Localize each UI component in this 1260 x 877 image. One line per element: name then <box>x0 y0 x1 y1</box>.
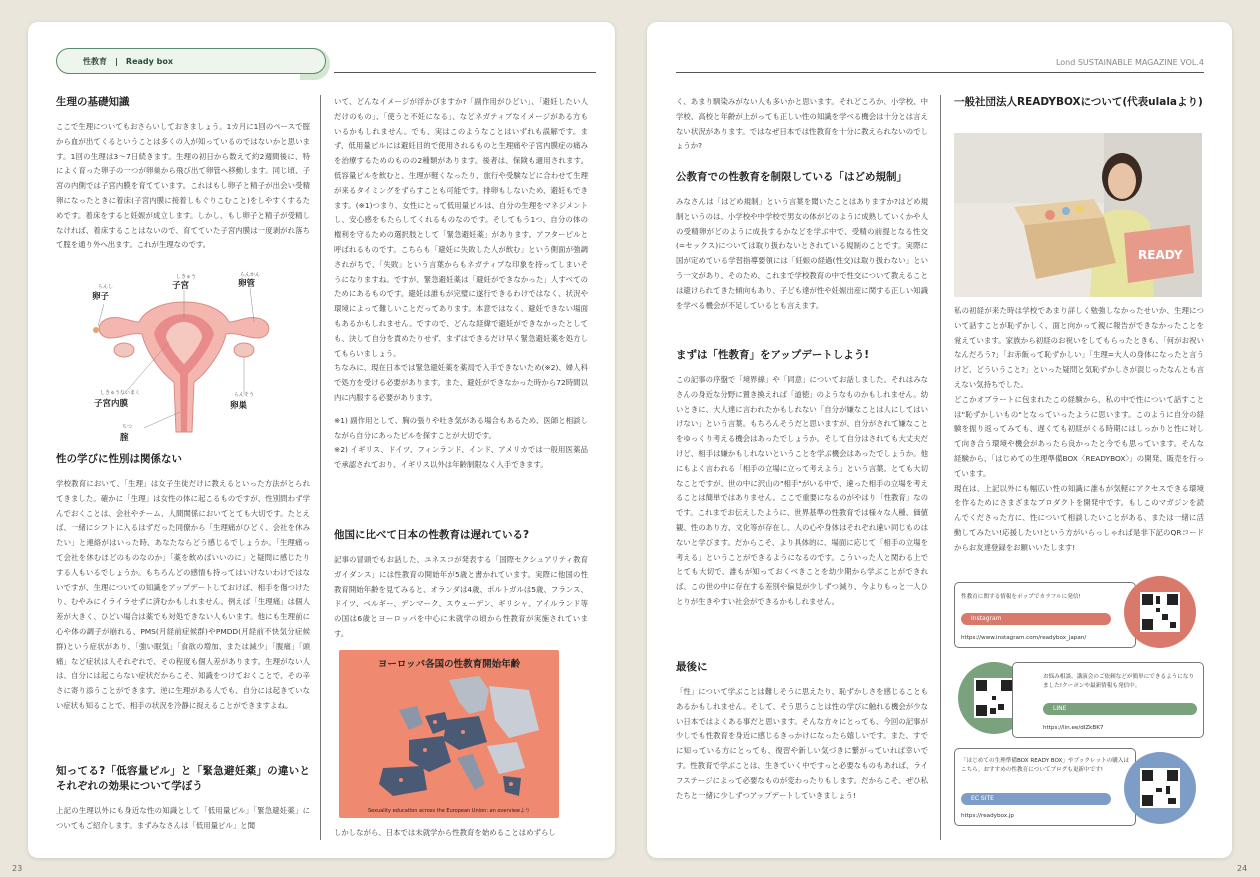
card-line[interactable] <box>1012 662 1204 738</box>
right-column-divider <box>940 95 941 840</box>
ovary-left <box>114 343 134 357</box>
label-naimaku-ruby: しきゅうないまく <box>100 390 141 396</box>
left-col1-bottom <box>56 764 310 840</box>
label-chitsu: 腟 <box>120 433 129 443</box>
right-col2-heading <box>954 95 1204 129</box>
label-naimaku: 子宮内膜 <box>94 399 129 409</box>
label-ransou: 卵巣 <box>230 401 248 411</box>
para-saigo: 「性」について学ぶことは難しそうに思えたり、恥ずかしさを感じることもあるかもしれません。そして、そう思うことは性の学びに触れる機会が少ない日本ではよくある事だと思います。そんな方々にとっても、今回の記事が少しでも性教育を身近に感じるきっかけになったら嬉しいです。また、すでに知っている方にとっても、復習や新しい気づきに繋がっていれば幸いです。性教育で学ぶことは、生きていく中ですっと必要なものもあれば、ライフステージによって必要なものが変わったりもします。だからこそ、ぜひ私たちと一緒に少しずつアップデートしていきましょう! <box>676 687 928 800</box>
left-col2-bottom <box>334 826 588 842</box>
para-pill-cont: いて、どんなイメージが浮かびますか?「副作用がひどい」、「避妊したい人だけのもの」、「使うと不妊になる」、などネガティブなイメージがある方もいるかもしれません。でも、実はこのようなことはいずれも誤解です。まず、低用量ピルには避妊目的で使用されるものと生理痛や子宮内膜症の痛みを治療するためのものの2種類があります。後者は、保険も適用されます。低容量ピルを飲むと、生理が軽くなったり、旅行や受験などに合わせて生理が来るタイミングをずらすことも可能です。排卵もしないため、避妊もできます。(※1)つまり、女性にとって低用量ピルは、自分の生理をマネジメントし、安心感をもたらしてくれるものなのです。そしてもう1つ、自分の体の権利を守るための選択肢として「緊急避妊薬」があります。アフターピルと呼ばれるものです。こちらも「避妊に失敗した人が飲む」という側面が強調されがちで、「失敗」という言葉からもネガティブな印象を持ってしまいそうになりますね。ですが、緊急避妊薬は「避妊ができなかった」人すべてのためにあるものです。避妊は誰もが完璧に遂行できるわけではなく、状況や環境によって難しいことだってあります。本意ではなく、避妊できない場面もあるかもしれません。ですので、どんな経緯で避妊ができなかったとしても、決して自分を責めたりせず、まずはできるだけ早く緊急避妊薬を処方してもらいましょう。 <box>334 97 588 358</box>
card-instagram[interactable] <box>954 582 1136 648</box>
heading-seibetsu: 性の学びに性別は関係ない <box>56 453 182 465</box>
card-line-label[interactable]: LINE <box>1043 703 1197 715</box>
map-title: ヨーロッパ各国の性教育開始年齢 <box>377 659 521 670</box>
photo-svg <box>954 133 1202 297</box>
label-rankan: 卵管 <box>238 279 256 289</box>
label-ransi: 卵子 <box>92 292 110 302</box>
left-col1-mid <box>56 452 310 752</box>
card-instagram-label[interactable]: Instagram <box>961 613 1111 625</box>
map-caption: Sexuality education across the European Union: an overviewより <box>367 808 531 814</box>
right-col1-last <box>676 660 928 840</box>
label-ransi-ruby: らんし <box>98 284 114 290</box>
left-col2-top <box>334 95 588 513</box>
tag-sub: Ready box <box>125 56 174 66</box>
tag-label: 性教育 <box>83 56 107 66</box>
card-line-url[interactable]: https://lin.ee/dlZkBK7 <box>1043 725 1104 731</box>
map-ireland-uk <box>399 706 423 730</box>
founder-photo <box>954 133 1202 297</box>
qr-code-icon <box>974 678 1014 718</box>
map-italy <box>457 754 485 790</box>
heading-pill: 知ってる?「低容量ピル」と「緊急避妊薬」の違いとそれぞれの効果について学ぼう <box>56 765 310 792</box>
para-seiri-kiso: ここで生理についてもおさらいしておきましょう。1カ月に1回のペースで腟から血が出てくるということは多くの人が知っているのではないかと思います。1回の生理は3〜7日続きます。生理の初日から数えて約2週間後に、特によく育った卵子の一つが卵巣から飛び出て卵管へ移動します。同じ頃、子宮の内側では子宮内膜を育てています。これはもし卵子と精子が出会い受精卵になったときに着床(子宮内膜に接着しもぐりこむこと)をしやすくするためです。着床をすると妊娠が成立します。しかし、もし卵子と精子が受精しなければ、着床することはないので、育てていた子宮内膜は一度剥がれ落ちて腟を通り外へ出ます。これが生理なのです。 <box>56 122 310 250</box>
left-column-divider <box>320 95 321 840</box>
page-number-right: 24 <box>1237 864 1248 873</box>
qr-ecsite[interactable] <box>1124 752 1196 824</box>
left-col2-mid <box>334 528 588 648</box>
page-number-left: 23 <box>12 864 23 873</box>
para-pill: 上記の生理以外にも身近な性の知識として「低用量ピル」「緊急避妊薬」についてもご紹介します。まずみなさんは「低用量ピル」と聞 <box>56 806 310 830</box>
card-instagram-url[interactable]: https://www.instagram.com/readybox_japan/ <box>961 635 1087 641</box>
map-balkans <box>487 742 525 774</box>
qr-instagram[interactable] <box>1124 576 1196 648</box>
label-shikyu: 子宮 <box>172 281 190 291</box>
header-rule-left <box>334 72 596 73</box>
egg-dot <box>93 327 99 333</box>
right-col1-top <box>676 95 928 170</box>
para-seibetsu: 学校教育において、「生理」は女子生徒だけに教えるといった方法がとられてきました。確かに「生理」は女性の体に起こるものですが、性別問わず学んでおくことは、会社やチーム、人間関係においてとても大切です。たとえば、一緒にシフトに入るはずだった同僚から「生理痛がひどく、会社を休みたい」と連絡がはいった時、あなたならどう感じるでしょうか。「生理痛って会社を休むほどのものなのか」「薬を飲めばいいのに」と疑問に感じたりする人もいるでしょうか。もちろんどの感情も持ってはいけないわけではないですが、生理についての知識をアップデートしておけば、相手を傷つけたり、むやみにイライラせずに済むかもしれません。例えば「生理痛」は個人差が大きく、ひどい場合は薬でも対処できない人もいます。他にも生理前に心や体の調子が崩れる、PMS(月経前症候群)やPMDD(月経前不快気分症候群)という症状があり、「強い眠気」「食欲の増加、または減少」「腹痛」「頭痛」など症状は人それぞれで、その程度も個人差があります。生理がない人は、自分には起こらない症状だからこそ、知識をつけておくことで、その辛さに寄り添うことができます。逆に生理がある人でも、自分には起きていない症状も知ることで、相手の状況を冷静に捉えることができますよね。 <box>56 479 310 710</box>
para-update: この記事の序盤で「境界線」や「同意」についてお話しました。それはみなさんの身近な分野に置き換えれば「道徳」のようなものかもしれません。幼いときに、大人達に言われたかもしれない「自分が嫌なことは人にしてはいけない」という言葉。もちろんそうだと思いますが、自分がされて嫌なことをゆっくり考える機会はあったでしょうか。そして自分はされても大丈夫だけど、相手は嫌かもしれないということを学ぶ機会はあったでしょうか。他にもよく言われる「相手の立場に立って考えよう」という言葉。とても大切なことですが、世の中に沢山の"相手"がいる中で、違った相手の立場を考えることは簡単ではありません。ここで重要になるのがやはり「性教育」なのです。これまでお伝えしたように、世界基準の性教育では様々な人種、価値観、性のあり方、文化等が存在し、人の心や身体はそれぞれ違い同じものはないと学びます。だからこそ、より具体的に、場面に応じて「相手の立場を考える」ということができるようになるのです。こういった人と関わる上でとても大切で、誰もが知っておくべきことを幼少期から学ぶことができれば、この世の中に存在する差別や偏見が少しずつ減り、今よりもっと一人ひとりが生きやすい社会ができるかもしれません。 <box>676 375 928 606</box>
right-col2-text <box>954 304 1204 574</box>
para-shokei: 私の初経が来た時は学校であまり詳しく勉強しなかったせいか、生理について話すことが恥ずかしく、面と向かって親に報告ができなかったことを覚えています。家族から初経のお祝いをしてもらったときも、「何がお祝いなんだろう?」「お赤飯って恥ずかしい」「生理=大人の身体になったと言うけど、どういうこと?」といった疑問と気恥ずかしさが混じったなんとも言えない気持ちでした。 <box>954 306 1204 389</box>
para-japan: しかしながら、日本では未就学から性教育を始めることはめずらし <box>334 828 556 837</box>
right-col1-hadome <box>676 170 928 346</box>
europe-map-svg <box>339 650 559 818</box>
heading-tagoku: 他国に比べて日本の性教育は遅れている? <box>334 529 530 541</box>
heading-readybox: 一般社団法人READYBOXについて(代表ulalaより) <box>954 96 1203 108</box>
package-text: READY <box>1138 248 1183 262</box>
europe-map-figure <box>339 650 559 818</box>
left-col1-top <box>56 95 310 300</box>
card-instagram-text: 性教育に関する情報をポップでカラフルに発信! <box>961 594 1081 600</box>
ovary-right <box>234 343 254 357</box>
label-shikyu-ruby: しきゅう <box>176 274 197 280</box>
section-tag <box>56 48 326 74</box>
footnote-2: ※2) イギリス、ドイツ、フィンランド、インド、アメリカでは一般用医薬品で承認されており、イギリス以外は年齢制限なく入手できます。 <box>334 445 588 470</box>
para-tagoku: 記事の冒頭でもお話した、ユネスコが発表する「国際セクシュアリティ教育ガイダンス」には性教育の開始年が5歳と書かれています。実際に他国の性教育開始年齢を見てみると、オランダは4歳、ポルトガルは5歳、フランス、ドイツ、ベルギー、デンマーク、スウェーデン、ギリシャ、アイルランド等の国は6歳とヨーロッパを中心に未就学の頃から性教育が実施されています。 <box>334 555 588 638</box>
card-ecsite-text: 「はじめての生理準備BOX READY BOX」やブックレットの購入はこちら。おすすめの性教育についてブログも更新中です! <box>961 758 1130 773</box>
para-oblate: どこかオブラートに包まれたこの経験から、私の中で性について話すことは"恥ずかしいもの"となっていったように思います。このように自分の経験を振り返ってみても、遅くても初経がくる時期にはしっかりと性に対して向き合う環境や機会があったら良かったと今でも思っています。そんな経験から、「はじめての生理準備BOX〈READYBOX〉」の開発、販売を行っています。 <box>954 394 1204 478</box>
para-emergency: ちなみに、現在日本では緊急避妊薬を薬局で入手できないため(※2)、婦人科で処方を受ける必要があります。また、避妊ができなかった時から72時間以内に内服する必要があります。 <box>334 363 588 402</box>
heading-seiri-kiso: 生理の基礎知識 <box>56 96 130 108</box>
heading-hadome: 公教育での性教育を制限している「はどめ規制」 <box>676 171 907 183</box>
card-line-text: お悩み相談、講演会のご依頼などが簡単にできるようになりました!クーポンや最新情報も発信中。 <box>1043 674 1195 689</box>
footnote-1: ※1) 副作用として、胸の張りや吐き気がある場合もあるため、医師と相談しながら自分にあったピルを探すことが大切です。 <box>334 415 588 440</box>
qr-code-icon <box>1140 768 1180 808</box>
map-central <box>443 716 487 750</box>
card-ecsite[interactable] <box>954 748 1136 826</box>
card-ecsite-url[interactable]: https://readybox.jp <box>961 813 1014 819</box>
face-shape <box>1108 163 1136 199</box>
heading-saigo: 最後に <box>676 661 708 673</box>
right-col1-update <box>676 348 928 648</box>
label-chitsu-ruby: ちつ <box>122 424 132 430</box>
header-rule-right <box>676 72 1204 73</box>
para-najimi: く、あまり馴染みがない人も多いかと思います。それどころか、小学校、中学校、高校と年齢が上がっても正しい性の知識を学べる機会は十分とは言えない状況があります。ではなぜ日本では性教育を十分に教えられないのでしょうか? <box>676 97 928 151</box>
map-scandinavia <box>449 676 489 714</box>
magazine-title: Lond SUSTAINABLE MAGAZINE VOL.4 <box>1055 58 1204 67</box>
map-iberia <box>379 766 427 796</box>
para-genzai: 現在は、上記以外にも幅広い性の知識に誰もが気軽にアクセスできる環境を作るためにさまざまなプロダクトを開発中です。もしこのマガジンを読んでくださった方に、性について相談したいことがある、または一緒に活動してみたい!応援したい!という方がいらっしゃれば是非下記のQRコードからお友達登録をお願いいたします! <box>954 483 1204 552</box>
para-hadome: みなさんは「はどめ規制」という言葉を聞いたことはありますか?はどめ規制というのは、小学校や中学校で男女の体がどのように成熟していくかや人の受精卵がどのように成長するかなどを学ぶ中で、受精の前提となる性交(=セックス)については取り扱わないとされている規制のことです。実際に国が定めている学習指導要領には「妊娠の経過(性交)は取り扱わない」という一文があり、そのため、これまで学校教育の中で性交について教えることは避けられてきた傾向もあり、子ども達が性や妊娠出産に関する正しい知識を学べる機会が不足しているとも言えます。 <box>676 197 928 310</box>
tag-separator: | <box>115 56 118 66</box>
heading-update: まずは「性教育」をアップデートしよう! <box>676 349 870 361</box>
map-east <box>489 686 539 738</box>
map-greece <box>503 776 521 796</box>
label-rankan-ruby: らんかん <box>240 272 261 278</box>
label-ransou-ruby: らんそう <box>234 392 255 398</box>
uterus-diagram <box>84 272 284 443</box>
qr-code-icon <box>1140 592 1180 632</box>
card-ecsite-label[interactable]: EC SITE <box>961 793 1111 805</box>
